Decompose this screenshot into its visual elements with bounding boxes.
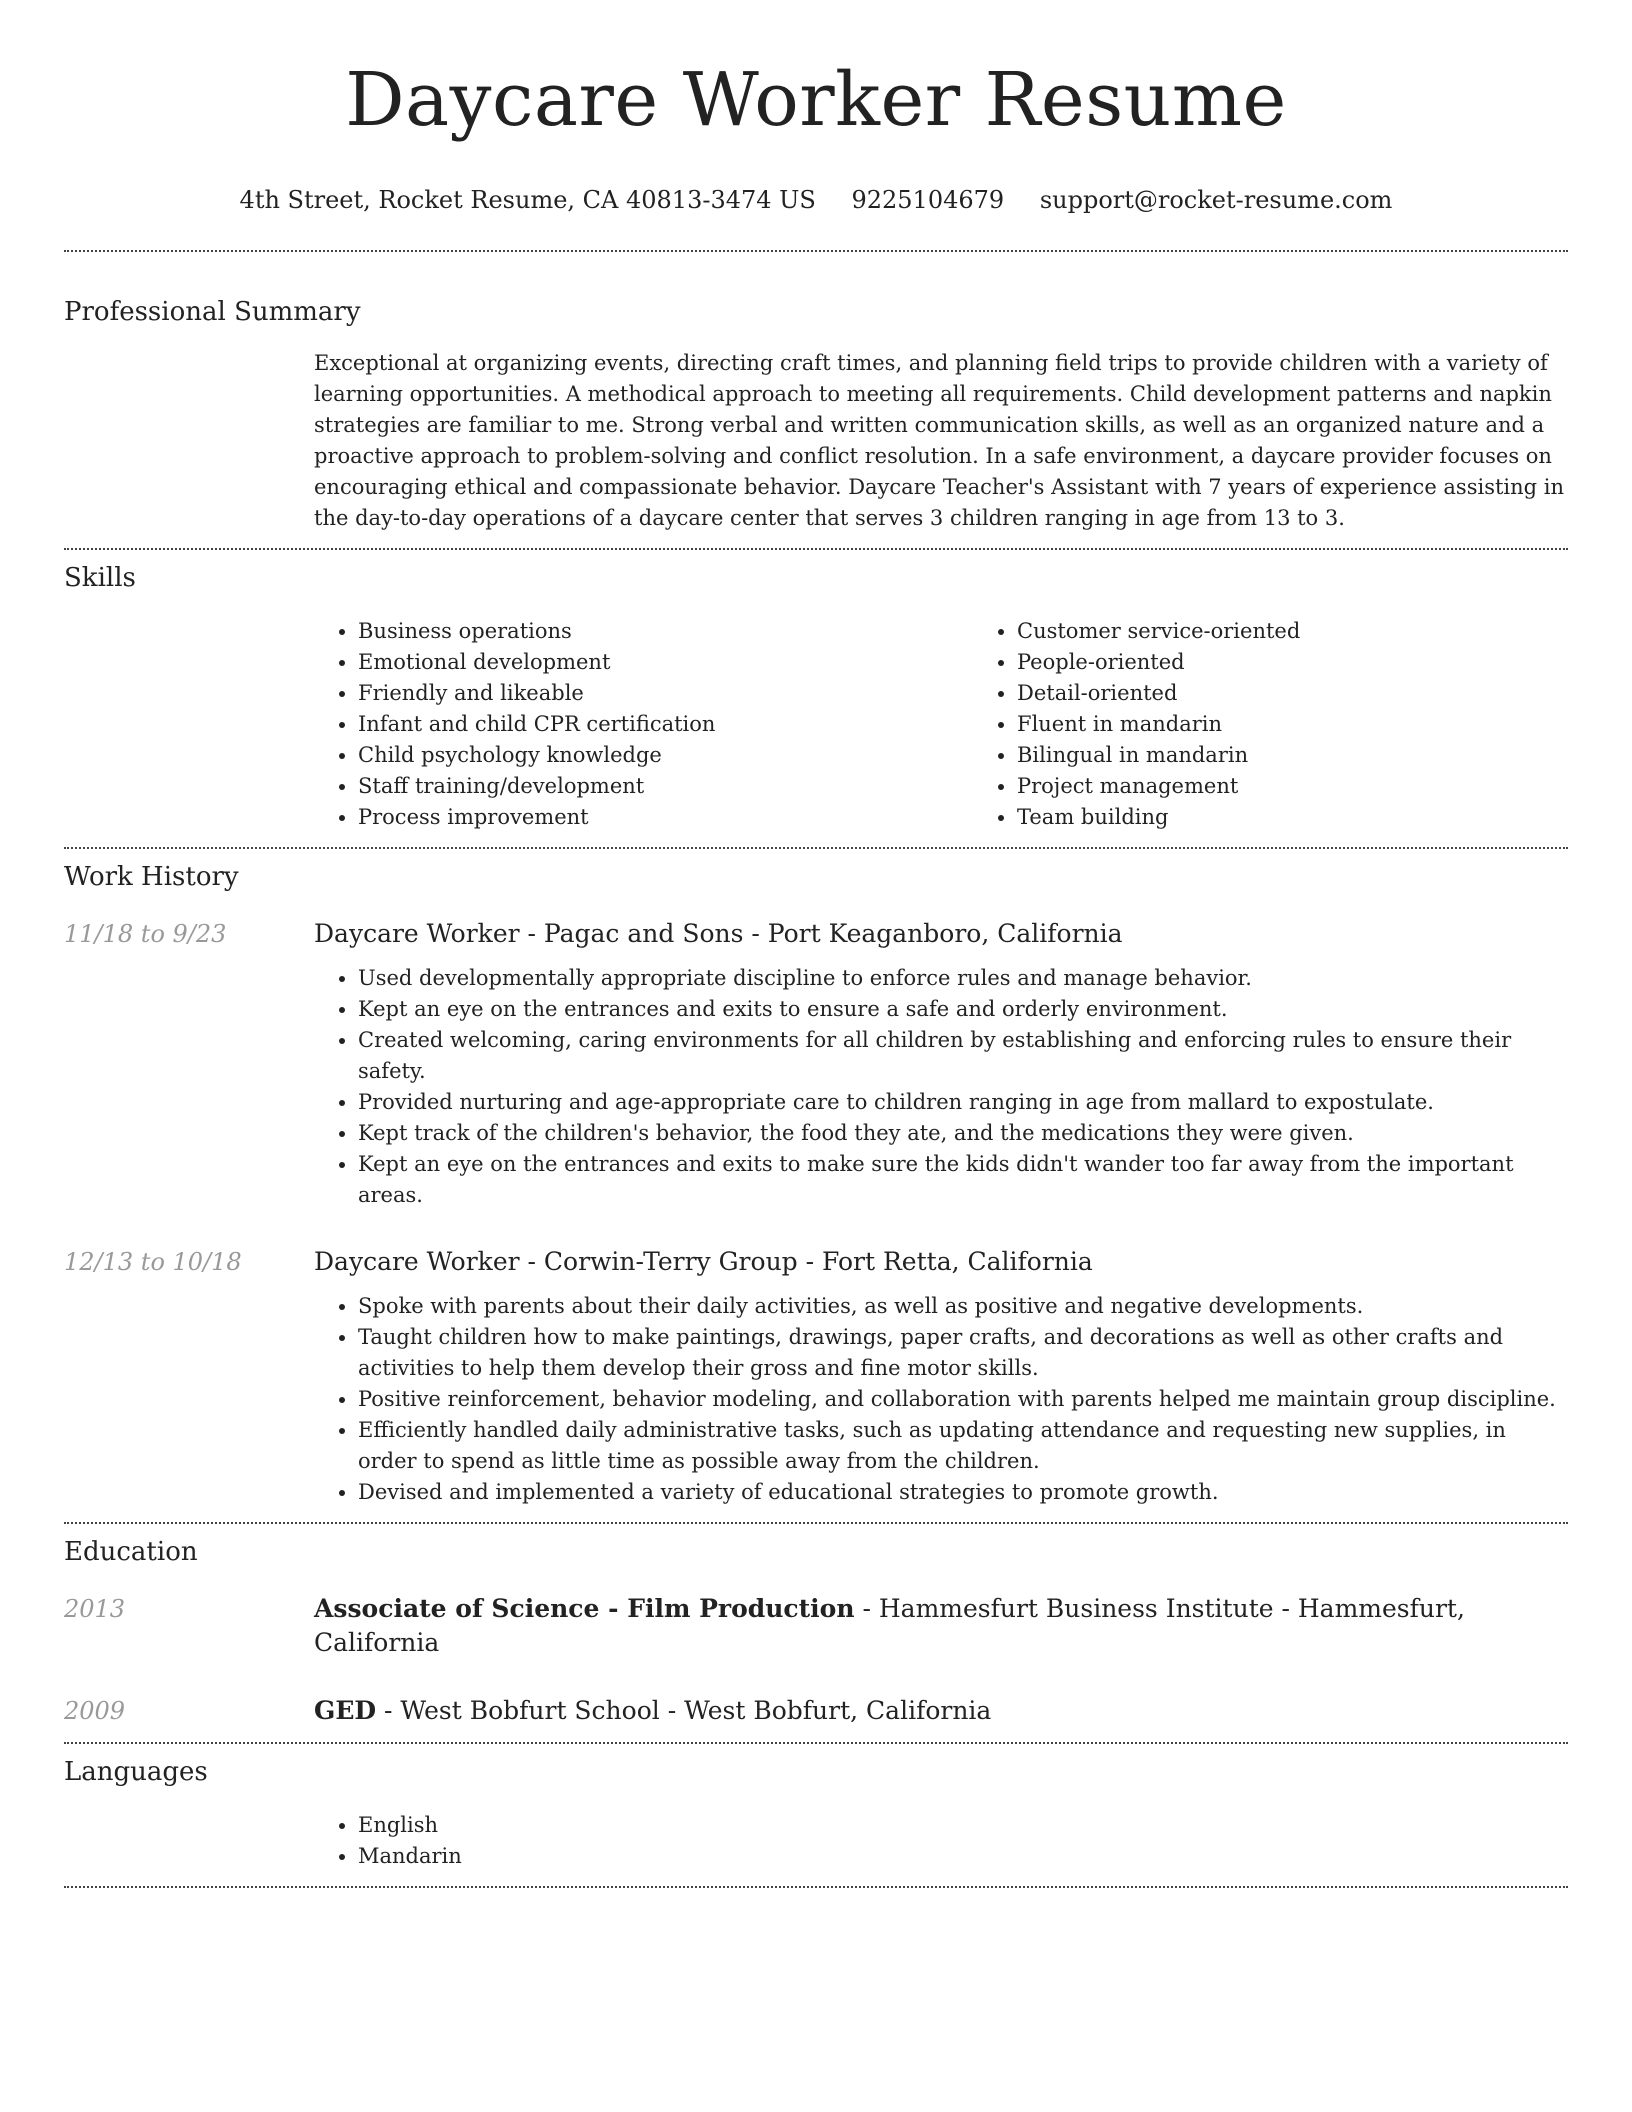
job-heading: Daycare Worker - Pagac and Sons - Port Keaganboro, California: [314, 919, 1123, 948]
list-item: • Infant and child CPR certification: [358, 709, 973, 740]
list-item: • Team building: [1017, 802, 1632, 833]
list-item: • People-oriented: [1017, 647, 1632, 678]
education-entry: [64, 1592, 1568, 1660]
languages-list: [314, 1810, 1568, 1872]
list-item: • English: [358, 1810, 1568, 1841]
education-section: [64, 1524, 1568, 1742]
resume-title: Daycare Worker Resume: [345, 57, 1287, 143]
phone-text: 9225104679: [851, 186, 1005, 214]
list-item: • Child psychology knowledge: [358, 740, 973, 771]
contact-line: [64, 184, 1568, 216]
education-heading-line: [314, 1694, 991, 1728]
job-entry: [64, 917, 1568, 1211]
job-heading: Daycare Worker - Corwin-Terry Group - Fort Retta, California: [314, 1247, 1093, 1276]
education-year: 2013: [64, 1595, 126, 1623]
summary-text: Exceptional at organizing events, directing craft times, and planning field trips to provide children with a variety of learning opportunities. A methodical approach to meeting all requirements. Child development patterns and napkin strategies are familiar to me. Strong verbal and written communication skills, as well as an organized nature and a proactive approach to problem-solving and conflict resolution. In a safe environment, a daycare provider focuses on encouraging ethical and compassionate behavior. Daycare Teacher's Assistant with 7 years of experience assisting in the day-to-day operations of a daycare center that serves 3 children ranging in age from 13 to 3.: [314, 351, 1565, 530]
work-heading: Work History: [64, 862, 239, 892]
skills-list-left: [314, 616, 973, 833]
education-school: - Hammesfurt Business Institute - Hammesfurt, California: [314, 1594, 1465, 1657]
list-item: • Bilingual in mandarin: [1017, 740, 1632, 771]
list-item: • Process improvement: [358, 802, 973, 833]
job-entry: [64, 1245, 1568, 1522]
skills-heading: Skills: [64, 563, 136, 593]
education-year: 2009: [64, 1697, 126, 1725]
list-item: • Positive reinforcement, behavior modeling, and collaboration with parents helped me maintain group discipline.: [358, 1384, 1568, 1415]
summary-section: [64, 252, 1568, 548]
list-item: • Taught children how to make paintings, drawings, paper crafts, and decorations as well as other crafts and activities to help them develop their gross and fine motor skills.: [358, 1322, 1568, 1384]
education-entry: [64, 1694, 1568, 1742]
education-degree: GED: [314, 1696, 377, 1725]
education-school: - West Bobfurt School - West Bobfurt, California: [376, 1696, 992, 1725]
list-item: • Project management: [1017, 771, 1632, 802]
summary-heading: Professional Summary: [64, 297, 361, 327]
job-dates: 11/18 to 9/23: [64, 920, 227, 948]
email-text: support@rocket-resume.com: [1039, 186, 1393, 214]
divider: [64, 1886, 1568, 1888]
education-degree: Associate of Science - Film Production: [314, 1594, 855, 1623]
education-heading: Education: [64, 1537, 198, 1567]
list-item: • Used developmentally appropriate discipline to enforce rules and manage behavior.: [358, 963, 1568, 994]
list-item: • Provided nurturing and age-appropriate care to children ranging in age from mallard to expostulate.: [358, 1087, 1568, 1118]
job-bullets: [314, 1291, 1568, 1508]
job-dates: 12/13 to 10/18: [64, 1248, 242, 1276]
list-item: • Kept an eye on the entrances and exits to ensure a safe and orderly environment.: [358, 994, 1568, 1025]
list-item: • Fluent in mandarin: [1017, 709, 1632, 740]
list-item: • Emotional development: [358, 647, 973, 678]
list-item: • Friendly and likeable: [358, 678, 973, 709]
skills-list-right: [973, 616, 1632, 833]
skills-section: [64, 550, 1568, 847]
list-item: • Devised and implemented a variety of educational strategies to promote growth.: [358, 1477, 1568, 1508]
list-item: • Customer service-oriented: [1017, 616, 1632, 647]
list-item: • Kept an eye on the entrances and exits to make sure the kids didn't wander too far away from the important areas.: [358, 1149, 1568, 1211]
list-item: • Spoke with parents about their daily activities, as well as positive and negative developments.: [358, 1291, 1568, 1322]
list-item: • Business operations: [358, 616, 973, 647]
list-item: • Detail-oriented: [1017, 678, 1632, 709]
list-item: • Created welcoming, caring environments for all children by establishing and enforcing rules to ensure their safety.: [358, 1025, 1568, 1087]
job-bullets: [314, 963, 1568, 1211]
education-heading-line: [314, 1592, 1568, 1660]
languages-heading: Languages: [64, 1757, 208, 1787]
list-item: • Kept track of the children's behavior, the food they ate, and the medications they were given.: [358, 1118, 1568, 1149]
address-text: 4th Street, Rocket Resume, CA 40813-3474 US: [239, 186, 816, 214]
list-item: • Staff training/development: [358, 771, 973, 802]
list-item: • Mandarin: [358, 1841, 1568, 1872]
list-item: • Efficiently handled daily administrative tasks, such as updating attendance and requesting new supplies, in order to spend as little time as possible away from the children.: [358, 1415, 1568, 1477]
languages-section: [64, 1744, 1568, 1886]
work-section: [64, 849, 1568, 1522]
